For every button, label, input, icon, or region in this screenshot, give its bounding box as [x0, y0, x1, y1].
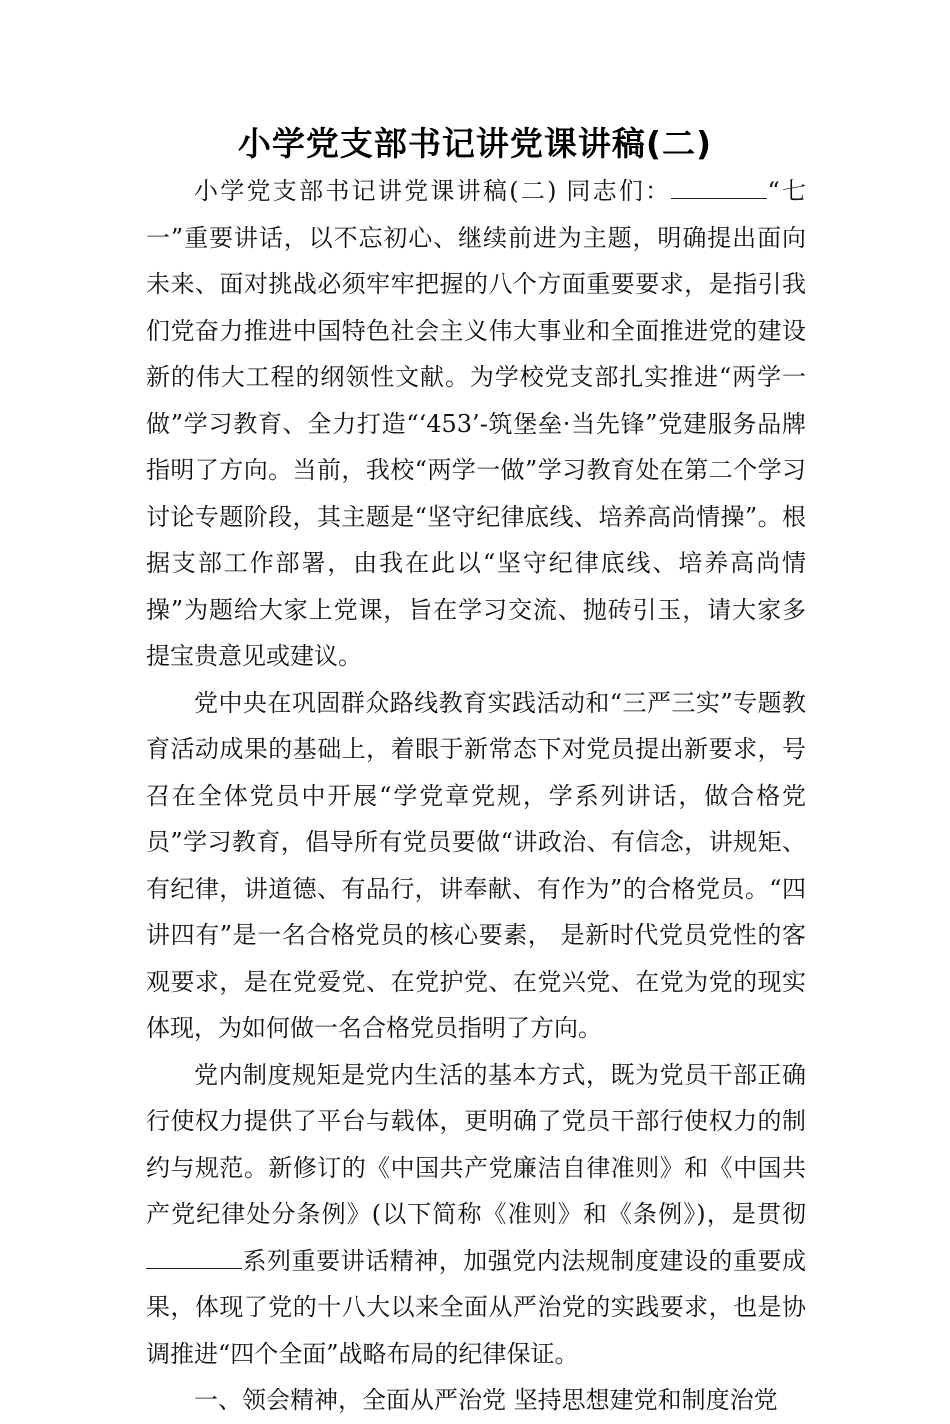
paragraph-3	[146, 1052, 806, 1378]
fill-in-blank	[671, 178, 767, 199]
paragraph-1-text: “七一”重要讲话，以不忘初心、继续前进为主题，明确提出面向未来、面对挑战必须牢牢把握的八个方面重要要求，是指引我们党奋力推进中国特色社会主义伟大事业和全面推进党的建设新的伟大工程的纲领性文献。为学校党支部扎实推进“两学一做”学习教育、全力打造“‘453’-筑堡垒·当先锋”党建服务品牌指明了方向。当前，我校“两学一做”学习教育处在第二个学习讨论专题阶段，其主题是“坚守纪律底线、培养高尚情操”。根据支部工作部署，由我在此以“坚守纪律底线、培养高尚情操”为题给大家上党课，旨在学习交流、抛砖引玉，请大家多提宝贵意见或建议。	[146, 177, 806, 670]
paragraph-1-opening: 小学党支部书记讲党课讲稿(二) 同志们：	[194, 177, 672, 205]
fill-in-blank	[146, 1248, 242, 1269]
document-title: 小学党支部书记讲党课讲稿(二)	[237, 124, 713, 163]
section-heading-1: 一、领会精神，全面从严治党 坚持思想建党和制度治党	[194, 1386, 778, 1414]
paragraph-3-text: 系列重要讲话精神，加强党内法规制度建设的重要成果，体现了党的十八大以来全面从严治党的实践要求，也是协调推进“四个全面”战略布局的纪律保证。	[146, 1246, 806, 1368]
paragraph-2: 党中央在巩固群众路线教育实践活动和“三严三实”专题教育活动成果的基础上，着眼于新常态下对党员提出新要求，号召在全体党员中开展“学党章党规，学系列讲话，做合格党员”学习教育，倡导所有党员要做“讲政治、有信念，讲规矩、有纪律，讲道德、有品行，讲奉献、有作为”的合格党员。“四讲四有”是一名合格党员的核心要素， 是新时代党员党性的客观要求，是在党爱党、在党护党、在党兴党、在党为党的现实体现，为如何做一名合格党员指明了方向。	[146, 688, 806, 1042]
paragraph-3-opening: 党内制度规矩是党内生活的基本方式，既为党员干部正确行使权力提供了平台与载体，更明确了党员干部行使权力的制约与规范。新修订的《中国共产党廉洁自律准则》和《中国共产党纪律处分条例》(以下简称《准则》和《条例》)，是贯彻	[146, 1060, 806, 1228]
paragraph-1	[146, 168, 806, 680]
document-body	[146, 168, 806, 1424]
